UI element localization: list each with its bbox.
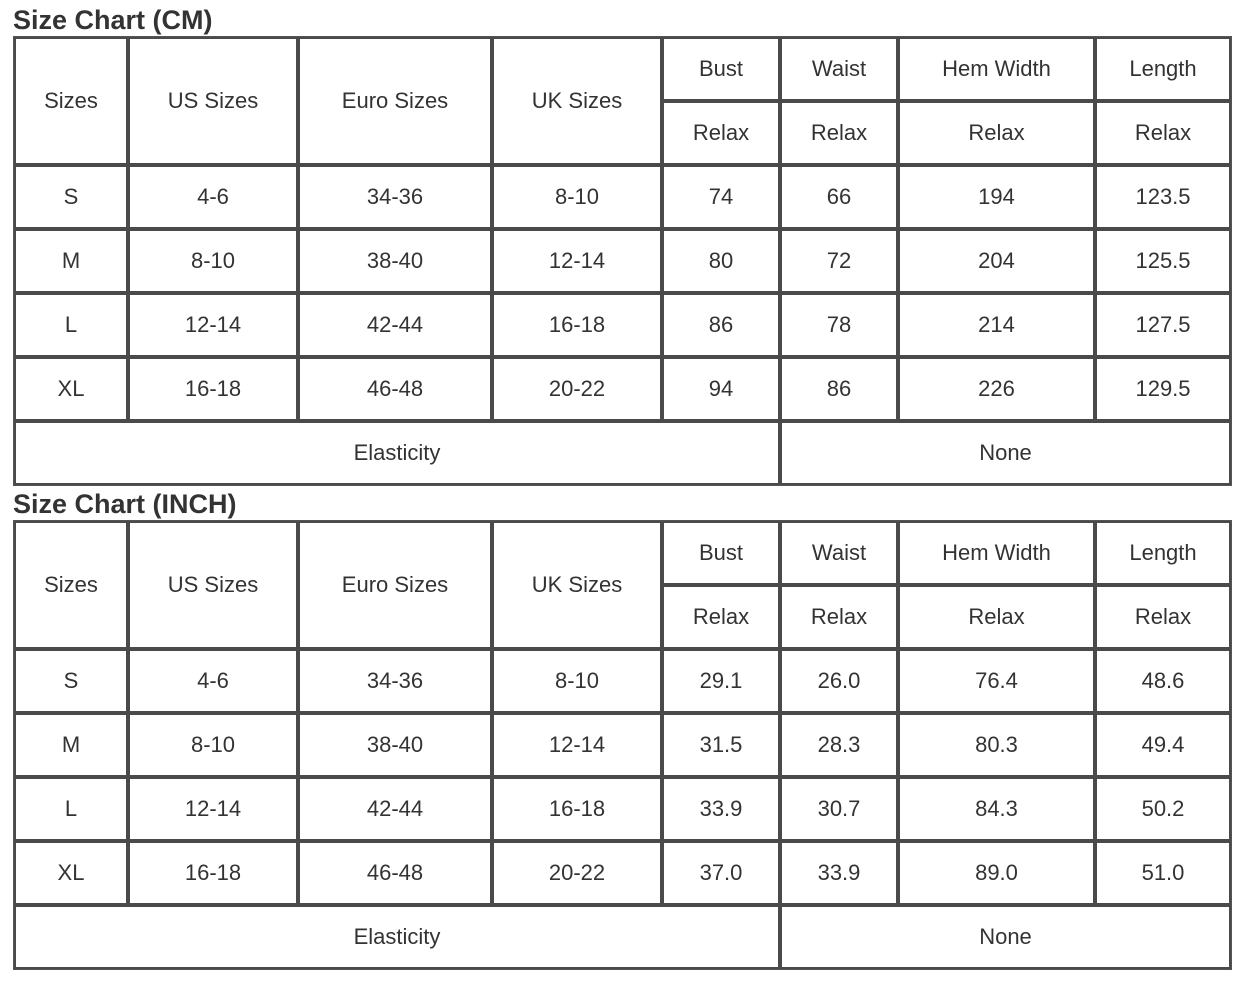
- table-row: [14, 165, 1231, 229]
- elasticity-label: Elasticity: [14, 905, 780, 969]
- chart-title: Size Chart (CM): [13, 5, 213, 35]
- cell-us-size: 4-6: [128, 649, 298, 713]
- cell-hem-width: 226: [898, 357, 1095, 421]
- cell-euro-size: 42-44: [298, 777, 492, 841]
- cell-hem-width: 76.4: [898, 649, 1095, 713]
- cell-waist: 86: [780, 357, 898, 421]
- header-us-sizes: US Sizes: [128, 37, 298, 165]
- header-length: Length: [1095, 521, 1231, 585]
- table-row: [14, 229, 1231, 293]
- cell-bust: 37.0: [662, 841, 780, 905]
- cell-bust: 29.1: [662, 649, 780, 713]
- cell-hem-width: 204: [898, 229, 1095, 293]
- cell-length: 125.5: [1095, 229, 1231, 293]
- header-length: Length: [1095, 37, 1231, 101]
- size-table-cm: [13, 36, 1232, 486]
- cell-length: 50.2: [1095, 777, 1231, 841]
- header-uk-sizes: UK Sizes: [492, 37, 662, 165]
- elasticity-row: [14, 905, 1231, 969]
- subheader-relax: Relax: [780, 585, 898, 649]
- elasticity-row: [14, 421, 1231, 485]
- header-bust: Bust: [662, 521, 780, 585]
- header-row: [14, 521, 1231, 585]
- cell-hem-width: 194: [898, 165, 1095, 229]
- chart-title: Size Chart (INCH): [13, 489, 237, 519]
- cell-euro-size: 34-36: [298, 649, 492, 713]
- header-waist: Waist: [780, 521, 898, 585]
- cell-hem-width: 84.3: [898, 777, 1095, 841]
- elasticity-value: None: [780, 905, 1231, 969]
- cell-size: S: [14, 165, 128, 229]
- cell-size: XL: [14, 357, 128, 421]
- table-row: [14, 357, 1231, 421]
- table-row: [14, 841, 1231, 905]
- header-waist: Waist: [780, 37, 898, 101]
- cell-uk-size: 16-18: [492, 777, 662, 841]
- cell-waist: 33.9: [780, 841, 898, 905]
- header-bust: Bust: [662, 37, 780, 101]
- cell-uk-size: 20-22: [492, 841, 662, 905]
- subheader-relax: Relax: [898, 585, 1095, 649]
- subheader-relax: Relax: [1095, 585, 1231, 649]
- cell-size: M: [14, 229, 128, 293]
- cell-euro-size: 34-36: [298, 165, 492, 229]
- cell-uk-size: 20-22: [492, 357, 662, 421]
- cell-uk-size: 8-10: [492, 165, 662, 229]
- subheader-relax: Relax: [662, 101, 780, 165]
- table-row: [14, 293, 1231, 357]
- cell-uk-size: 16-18: [492, 293, 662, 357]
- cell-size: M: [14, 713, 128, 777]
- cell-size: L: [14, 293, 128, 357]
- cell-bust: 31.5: [662, 713, 780, 777]
- cell-euro-size: 38-40: [298, 229, 492, 293]
- header-hem-width: Hem Width: [898, 521, 1095, 585]
- size-table-inch: [13, 520, 1232, 970]
- cell-waist: 78: [780, 293, 898, 357]
- cell-size: XL: [14, 841, 128, 905]
- table-row: [14, 713, 1231, 777]
- cell-length: 129.5: [1095, 357, 1231, 421]
- cell-length: 127.5: [1095, 293, 1231, 357]
- cell-size: S: [14, 649, 128, 713]
- cell-uk-size: 12-14: [492, 713, 662, 777]
- cell-length: 123.5: [1095, 165, 1231, 229]
- elasticity-value: None: [780, 421, 1231, 485]
- cell-bust: 94: [662, 357, 780, 421]
- header-hem-width: Hem Width: [898, 37, 1095, 101]
- cell-us-size: 8-10: [128, 713, 298, 777]
- cell-euro-size: 38-40: [298, 713, 492, 777]
- cell-hem-width: 214: [898, 293, 1095, 357]
- cell-us-size: 16-18: [128, 357, 298, 421]
- size-chart-inch: [13, 488, 1234, 970]
- cell-bust: 33.9: [662, 777, 780, 841]
- cell-us-size: 8-10: [128, 229, 298, 293]
- cell-us-size: 12-14: [128, 777, 298, 841]
- size-chart-cm: [13, 4, 1234, 486]
- subheader-relax: Relax: [898, 101, 1095, 165]
- cell-euro-size: 42-44: [298, 293, 492, 357]
- cell-us-size: 16-18: [128, 841, 298, 905]
- cell-waist: 26.0: [780, 649, 898, 713]
- cell-hem-width: 89.0: [898, 841, 1095, 905]
- header-row: [14, 37, 1231, 101]
- header-sizes: Sizes: [14, 37, 128, 165]
- header-euro-sizes: Euro Sizes: [298, 521, 492, 649]
- cell-waist: 28.3: [780, 713, 898, 777]
- cell-hem-width: 80.3: [898, 713, 1095, 777]
- cell-euro-size: 46-48: [298, 357, 492, 421]
- cell-length: 49.4: [1095, 713, 1231, 777]
- cell-size: L: [14, 777, 128, 841]
- cell-bust: 74: [662, 165, 780, 229]
- cell-length: 48.6: [1095, 649, 1231, 713]
- subheader-relax: Relax: [1095, 101, 1231, 165]
- cell-us-size: 4-6: [128, 165, 298, 229]
- header-euro-sizes: Euro Sizes: [298, 37, 492, 165]
- cell-waist: 72: [780, 229, 898, 293]
- header-uk-sizes: UK Sizes: [492, 521, 662, 649]
- elasticity-label: Elasticity: [14, 421, 780, 485]
- header-us-sizes: US Sizes: [128, 521, 298, 649]
- table-row: [14, 649, 1231, 713]
- subheader-relax: Relax: [662, 585, 780, 649]
- subheader-relax: Relax: [780, 101, 898, 165]
- table-row: [14, 777, 1231, 841]
- cell-waist: 30.7: [780, 777, 898, 841]
- cell-euro-size: 46-48: [298, 841, 492, 905]
- cell-us-size: 12-14: [128, 293, 298, 357]
- cell-length: 51.0: [1095, 841, 1231, 905]
- cell-waist: 66: [780, 165, 898, 229]
- cell-uk-size: 12-14: [492, 229, 662, 293]
- cell-uk-size: 8-10: [492, 649, 662, 713]
- header-sizes: Sizes: [14, 521, 128, 649]
- cell-bust: 80: [662, 229, 780, 293]
- cell-bust: 86: [662, 293, 780, 357]
